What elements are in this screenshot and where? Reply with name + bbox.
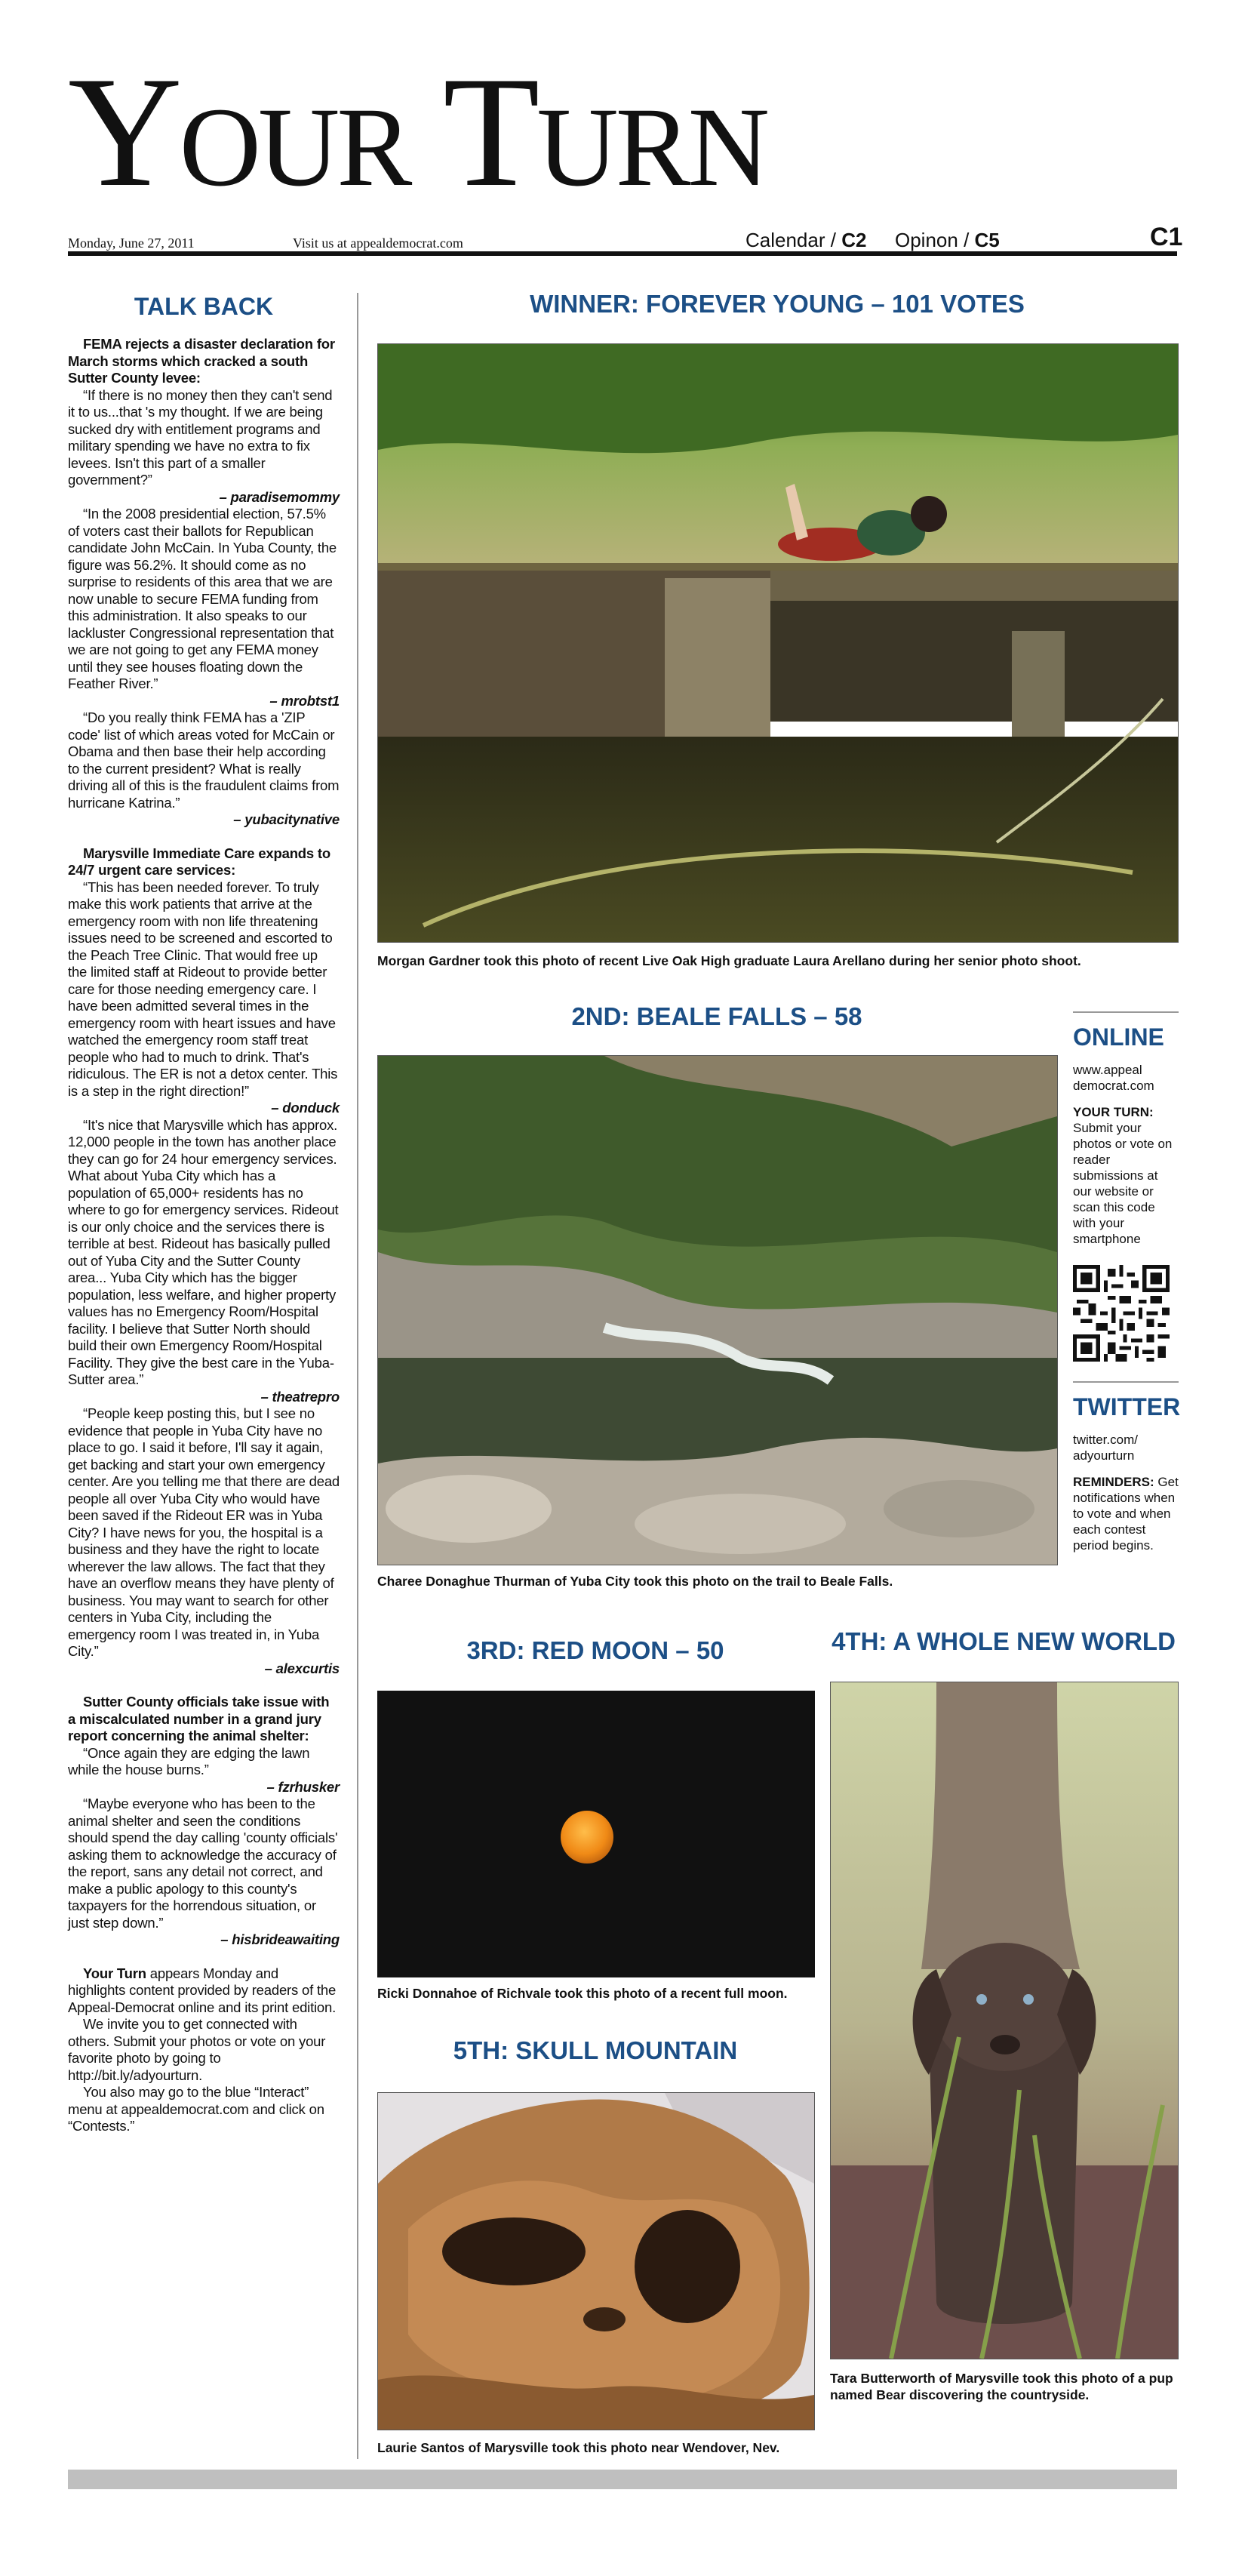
reminders-info: [1073, 1474, 1179, 1553]
twitter-url[interactable]: twitter.com/ adyourturn: [1073, 1433, 1138, 1463]
commenter-signature: – fzrhusker: [266, 1778, 340, 1795]
header-rule: [68, 251, 1177, 256]
fourth-heading: 4TH: A WHOLE NEW WORLD: [832, 1627, 1176, 1655]
reader-comment: “If there is no money then they can't send it to us...that 's my thought. If we are being sucked dry with entitlement programs and military spending we have no extra to fix levees. Isn't this part of a smaller government?”: [68, 386, 333, 488]
fourth-photo[interactable]: [830, 1682, 1179, 2359]
fourth-photo-image: [831, 1682, 1178, 2359]
online-url[interactable]: www.appeal democrat.com: [1073, 1063, 1154, 1093]
column-divider: [357, 293, 358, 2459]
sidebar-rule: [1073, 1011, 1179, 1013]
commenter-signature: – mrobtst1: [269, 692, 340, 709]
your-turn-info: [1073, 1104, 1179, 1247]
visit-website-link[interactable]: Visit us at appealdemocrat.com: [293, 235, 463, 251]
about-text: appears Monday and highlights content provided by readers of the Appeal-Democrat online and its print edition.: [68, 1965, 337, 2015]
topic-lead: Marysville Immediate Care expands to 24/7 urgent care services:: [68, 845, 330, 878]
paragraph-gap: [68, 1949, 340, 1965]
fifth-photo-image: [378, 2093, 814, 2430]
reader-comment: “It's nice that Marysville which has approx. 12,000 people in the town has another place they can go for 24 hour emergency services. What about Yuba City which has a population of 65,000+ residents has no where to go for emergency services. Rideout is our only choice and the services there is terrible at best. Rideout has basically pulled out of Yuba City and the Sutter County area... Yuba City which has the bigger population, less welfare, and higher property values has no Emergency Room/Hospital facility. I believe that Sutter North should build their own Emergency Room/Hospital Facility. They give the best care in the Yuba-Sutter area.”: [68, 1116, 339, 1387]
talk-back-column: [68, 293, 340, 2135]
fifth-heading: 5TH: SKULL MOUNTAIN: [453, 2036, 738, 2064]
reader-comment: “Do you really think FEMA has a 'ZIP code' list of which areas voted for McCain or Obama and then base their help according to the current president? What is really driving all of this is the fraudulent claims from hurricane Katrina.”: [68, 709, 340, 811]
fourth-caption: Tara Butterworth of Marysville took this photo of a pup named Bear discovering the countryside.: [830, 2371, 1173, 2402]
interact-text: You also may go to the blue “Interact” menu at appealdemocrat.com and click on “Contests.”: [68, 2084, 324, 2134]
calendar-link[interactable]: Calendar / C2: [745, 229, 867, 251]
fifth-photo[interactable]: [377, 2092, 815, 2430]
issue-date: Monday, June 27, 2011: [68, 235, 195, 251]
opinion-link[interactable]: Opinon / C5: [895, 229, 1000, 251]
fifth-caption: Laurie Santos of Marysville took this photo near Wendover, Nev.: [377, 2440, 780, 2455]
second-photo-image: [378, 1056, 1057, 1565]
commenter-signature: – yubacitynative: [233, 811, 340, 827]
reader-comment: “In the 2008 presidential election, 57.5% of voters cast their ballots for Republican candidate John McCain. In Yuba County, the figure was 56.2%. It should come as no surprise to residents of this area that we are now unable to secure FEMA funding from this administration. It also speaks to our lackluster Congressional representation that we are not going to get any FEMA money until they see houses floating down the Feather River.”: [68, 506, 337, 691]
twitter-heading: TWITTER: [1073, 1393, 1181, 1420]
commenter-signature: – donduck: [271, 1100, 340, 1116]
masthead-title: YOUR TURN: [68, 45, 767, 220]
talk-back-body: [68, 336, 340, 1965]
winner-photo-image: [378, 344, 1178, 942]
your-turn-label: YOUR TURN:: [1073, 1105, 1154, 1119]
third-heading: 3RD: RED MOON – 50: [466, 1636, 724, 1664]
topic-lead: FEMA rejects a disaster declaration for March storms which cracked a south Sutter County levee:: [68, 336, 335, 386]
third-photo-image: [378, 1691, 814, 1977]
winner-caption: Morgan Gardner took this photo of recent Live Oak High graduate Laura Arellano during her senior photo shoot.: [377, 953, 1081, 968]
about-bold: Your Turn: [83, 1965, 146, 1981]
reader-comment: “This has been needed forever. To truly make this work patients that arrive at the emergency room with non life threatening issues need to be screened and escorted to the Peach Tree Clinic. That would free up the limited staff at Rideout to provide better care for those needing emergency care. I have been admitted several times in the emergency room with heart issues and have watched the emergency room staff treat people who had to much to drink. That's ridiculous. The ER is not a detox center. This is a step in the right direction!”: [68, 879, 338, 1099]
sidebar-rule-2: [1073, 1381, 1179, 1383]
commenter-signature: – alexcurtis: [264, 1660, 340, 1676]
second-heading: 2ND: BEALE FALLS – 58: [571, 1002, 862, 1030]
third-caption: Ricki Donnahoe of Richvale took this photo of a recent full moon.: [377, 1986, 788, 2001]
reader-comment: “Once again they are edging the lawn while the house burns.”: [68, 1744, 310, 1777]
page-number: C1: [1150, 223, 1183, 251]
topic-lead: Sutter County officials take issue with a miscalculated number in a grand jury report concerning the animal shelter:: [68, 1694, 330, 1743]
talk-back-heading: TALK BACK: [134, 293, 274, 320]
reminders-label: REMINDERS:: [1073, 1475, 1154, 1489]
winner-photo[interactable]: [377, 343, 1179, 943]
second-caption: Charee Donaghue Thurman of Yuba City took this photo on the trail to Beale Falls.: [377, 1574, 893, 1589]
paragraph-gap: [68, 1677, 340, 1694]
qr-code-image: [1073, 1265, 1170, 1362]
invite-text: We invite you to get connected with others. Submit your photos or vote on your favorite photo by going to http://bit.ly/adyourturn.: [68, 2016, 326, 2083]
online-sidebar: [1073, 1011, 1179, 1553]
qr-code[interactable]: [1073, 1265, 1170, 1362]
third-photo[interactable]: [377, 1691, 815, 1977]
winner-heading: WINNER: FOREVER YOUNG – 101 VOTES: [530, 290, 1025, 318]
commenter-signature: – hisbrideawaiting: [220, 1931, 340, 1947]
second-photo[interactable]: [377, 1055, 1058, 1565]
reader-comment: “People keep posting this, but I see no evidence that people in Yuba City have no place to go. I said it before, I'll say it again, get backing and start your own emergency center. Are you telling me that there are dead people all over Yuba City who would have been saved if the Rideout ER was in Yuba City? I have news for you, the hospital is a business and they have the right to locate wherever the law allows. The fact that they have an overflow means they have plenty of business. You may want to search for other centers in Yuba City, including the emergency room I was treated in, in Yuba City.”: [68, 1405, 340, 1659]
about-section: [68, 1965, 340, 2135]
commenter-signature: – theatrepro: [260, 1388, 340, 1405]
reminders-text: Get notifications when to vote and when each contest period begins.: [1073, 1475, 1179, 1553]
footer-bar: [68, 2470, 1177, 2489]
your-turn-text: Submit your photos or vote on reader submissions at our website or scan this code with your smartphone: [1073, 1121, 1173, 1246]
reader-comment: “Maybe everyone who has been to the animal shelter and seen the conditions should spend the day calling 'county officials' asking them to acknowledge the accuracy of the report, sans any detail not correct, and make a public apology to this county's taxpayers for the horrendous situation, or just step down.”: [68, 1796, 338, 1931]
paragraph-gap: [68, 829, 340, 845]
commenter-signature: – paradisemommy: [219, 488, 340, 505]
online-heading: ONLINE: [1073, 1023, 1164, 1051]
